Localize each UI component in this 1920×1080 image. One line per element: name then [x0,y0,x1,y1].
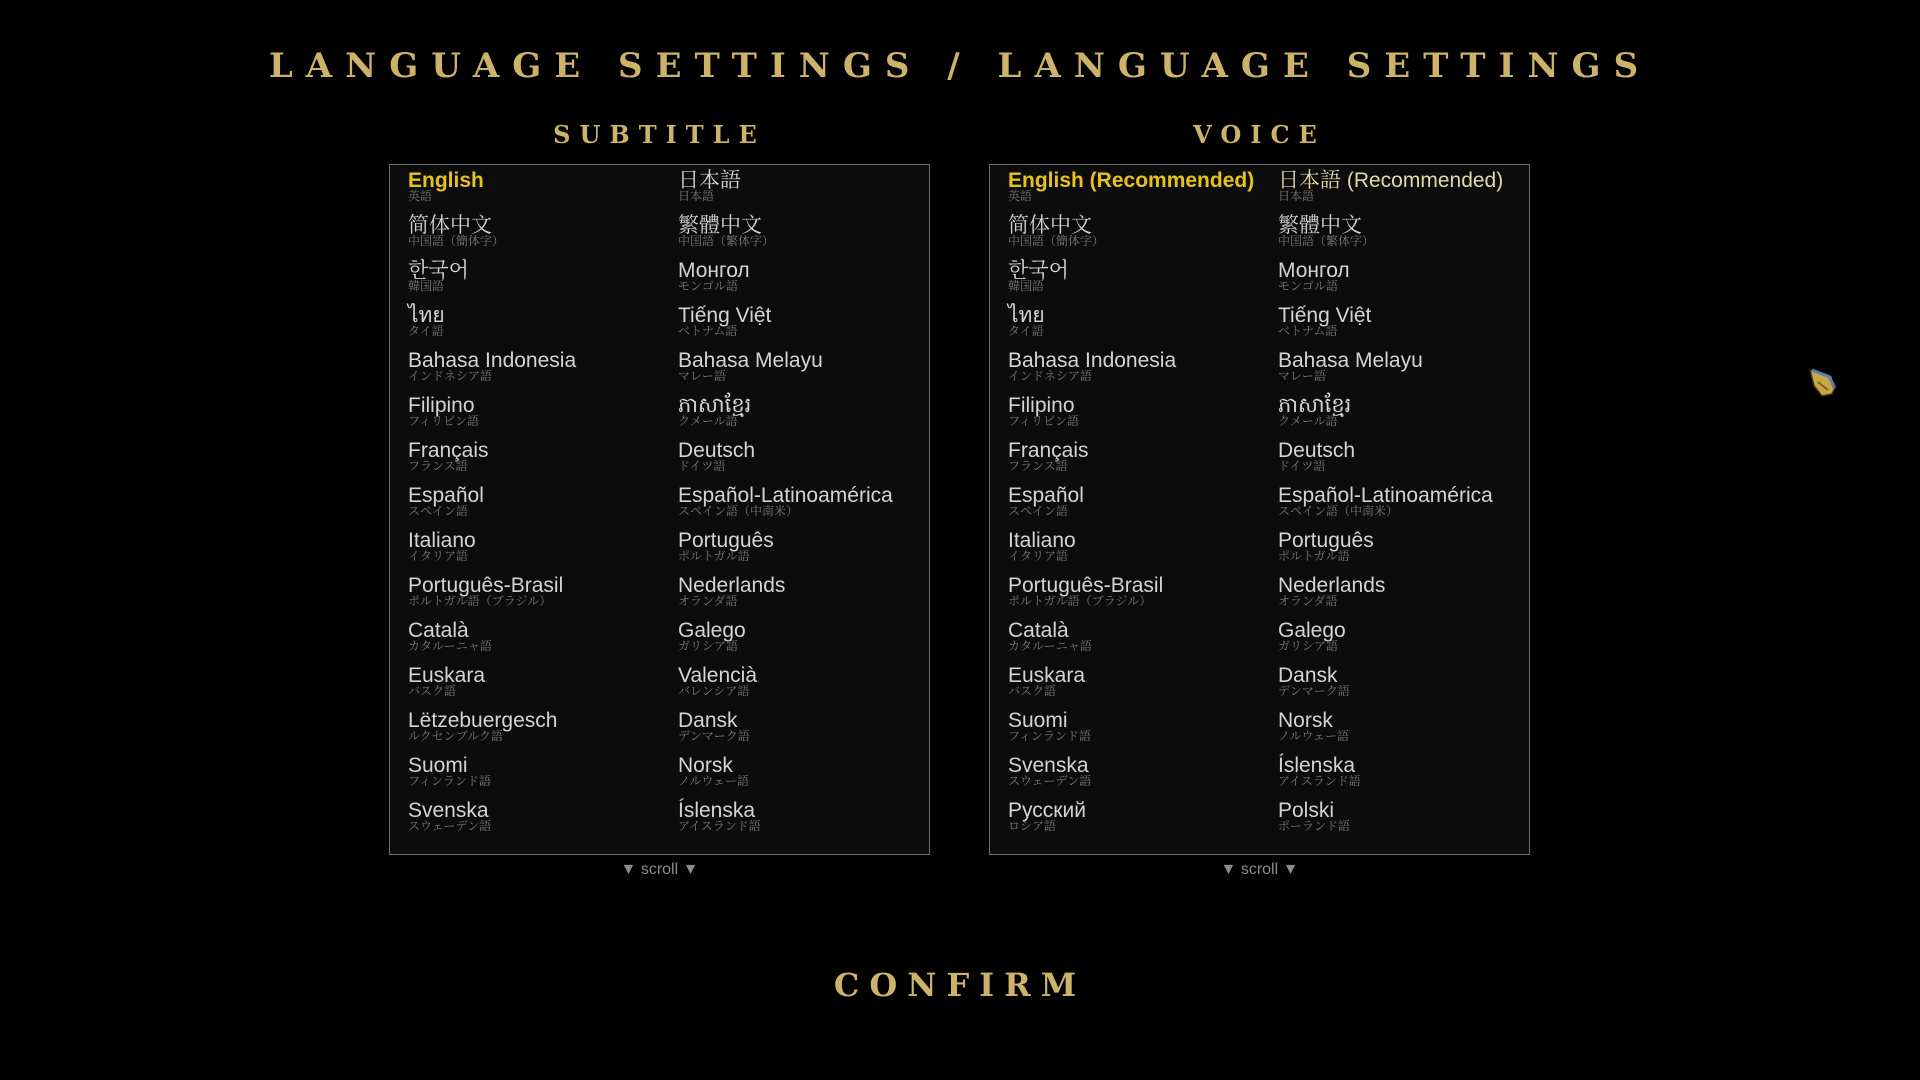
language-name: ភាសាខ្មែរ [1278,394,1352,417]
language-name-japanese: 韓国語 [408,279,445,293]
subtitle-option-japanese[interactable] [678,169,920,214]
language-name: Euskara [408,664,486,687]
language-name: Italiano [408,529,476,552]
language-name-japanese: ポルトガル語（ブラジル） [408,594,552,608]
voice-option-polish[interactable] [1278,799,1520,844]
language-name-japanese: 中国語（繁体字） [678,234,775,248]
language-name-japanese: フィリピン語 [408,414,480,428]
language-name-japanese: モンゴル語 [1278,279,1339,293]
language-name-japanese: インドネシア語 [1008,369,1092,383]
language-name-japanese: 英語 [408,189,433,203]
language-name-japanese: ベトナム語 [1278,324,1338,338]
language-name: Русский [1008,799,1086,822]
language-name: ไทย [408,304,445,327]
voice-option-japanese[interactable] [1278,169,1520,214]
subtitle-option-thai[interactable] [408,304,678,349]
voice-option-german[interactable] [1278,439,1520,484]
language-name-japanese: フランス語 [408,459,468,473]
voice-option-galician[interactable] [1278,619,1520,664]
language-name: Lëtzebuergesch [408,709,558,732]
language-name-japanese: ベトナム語 [678,324,738,338]
language-name: Norsk [1278,709,1333,732]
language-name: 简体中文 [408,214,492,237]
language-name: Français [1008,439,1089,462]
language-name-japanese: デンマーク語 [678,729,750,743]
subtitle-option-icelandic[interactable] [678,799,920,844]
language-name: Íslenska [678,799,756,822]
voice-scroll-hint[interactable]: ▼ scroll ▼ [1220,861,1299,878]
language-name: Português [678,529,774,552]
language-name-japanese: スウェーデン語 [1008,774,1092,788]
language-name-japanese: ポーランド語 [1278,819,1351,833]
subtitle-option-malay[interactable] [678,349,920,394]
language-name-japanese: タイ語 [1008,324,1044,338]
language-name: 简体中文 [1008,214,1092,237]
language-name: Português [1278,529,1374,552]
language-name-japanese: ガリシア語 [678,639,739,653]
voice-option-portuguese-brazil[interactable] [1008,574,1278,619]
voice-language-grid [1008,169,1520,844]
language-name: Español-Latinoamérica [1278,484,1493,507]
voice-option-english[interactable] [1008,169,1278,214]
subtitle-option-french[interactable] [408,439,678,484]
subtitle-option-vietnamese[interactable] [678,304,920,349]
language-name-japanese: 英語 [1008,189,1033,203]
language-name: English [408,169,484,192]
language-name: Valencià [678,664,757,687]
voice-option-chinese-traditional[interactable] [1278,214,1520,259]
language-name-japanese: クメール語 [678,414,738,428]
language-name: 한국어 [408,259,469,282]
subtitle-option-spanish-latam[interactable] [678,484,920,529]
language-name-japanese: イタリア語 [1008,549,1069,563]
voice-language-list[interactable] [989,164,1530,855]
language-name: Polski [1278,799,1335,822]
language-name-japanese: フランス語 [1008,459,1068,473]
subtitle-scroll-hint[interactable]: ▼ scroll ▼ [620,861,699,878]
language-name-japanese: スペイン語 [1008,504,1069,518]
subtitle-option-khmer[interactable] [678,394,920,439]
language-name: 繁體中文 [1278,214,1362,237]
voice-option-portuguese[interactable] [1278,529,1520,574]
subtitle-option-galician[interactable] [678,619,920,664]
voice-option-khmer[interactable] [1278,394,1520,439]
language-name-japanese: バスク語 [1008,684,1057,698]
language-name: Deutsch [678,439,756,462]
voice-option-filipino[interactable] [1008,394,1278,439]
language-name-japanese: デンマーク語 [1278,684,1350,698]
language-name: ไทย [1008,304,1045,327]
language-name-japanese: マレー語 [678,369,727,383]
voice-option-catalan[interactable] [1008,619,1278,664]
voice-option-thai[interactable] [1008,304,1278,349]
language-name-japanese: 日本語 [1278,189,1315,203]
language-name: 繁體中文 [678,214,762,237]
language-name: Português-Brasil [1008,574,1164,597]
subtitle-option-english[interactable] [408,169,678,214]
language-name-japanese: ロシア語 [1008,819,1057,833]
language-name-japanese: タイ語 [408,324,444,338]
language-name: Norsk [678,754,733,777]
voice-option-spanish-latam[interactable] [1278,484,1520,529]
language-name-japanese: オランダ語 [678,594,738,608]
language-name-japanese: オランダ語 [1278,594,1338,608]
language-name: Español-Latinoamérica [678,484,893,507]
language-name-japanese: フィンランド語 [408,774,492,788]
language-name: Dansk [1278,664,1338,687]
language-name: Svenska [1008,754,1089,777]
language-name-japanese: スウェーデン語 [408,819,492,833]
language-name: Español [408,484,484,507]
language-name-japanese: ポルトガル語 [678,549,750,563]
language-name: Tiếng Việt [678,304,772,327]
subtitle-option-dutch[interactable] [678,574,920,619]
voice-option-mongolian[interactable] [1278,259,1520,304]
language-name-japanese: ノルウェー語 [1278,729,1350,743]
language-name: Dansk [678,709,738,732]
language-name-japanese: 韓国語 [1008,279,1045,293]
language-name-japanese: 中国語（繁体字） [1278,234,1375,248]
language-name: Galego [678,619,746,642]
subtitle-option-norwegian[interactable] [678,754,920,799]
language-name-japanese: ポルトガル語（ブラジル） [1008,594,1152,608]
voice-option-dutch[interactable] [1278,574,1520,619]
voice-option-chinese-simplified[interactable] [1008,214,1278,259]
voice-option-basque[interactable] [1008,664,1278,709]
subtitle-option-basque[interactable] [408,664,678,709]
subtitle-option-spanish[interactable] [408,484,678,529]
subtitle-option-catalan[interactable] [408,619,678,664]
language-name: ភាសាខ្មែរ [678,394,752,417]
subtitle-option-italian[interactable] [408,529,678,574]
language-name-japanese: スペイン語 [408,504,469,518]
language-name: Suomi [408,754,468,777]
language-name-japanese: インドネシア語 [408,369,492,383]
voice-heading: VOICE [1193,120,1326,149]
language-name: Nederlands [678,574,786,597]
language-name: Italiano [1008,529,1076,552]
language-name-japanese: ガリシア語 [1278,639,1339,653]
voice-option-vietnamese[interactable] [1278,304,1520,349]
voice-option-russian[interactable] [1008,799,1278,844]
language-name: Euskara [1008,664,1086,687]
page-title: LANGUAGE SETTINGS / LANGUAGE SETTINGS [268,46,1652,86]
voice-option-spanish[interactable] [1008,484,1278,529]
language-name-japanese: ポルトガル語 [1278,549,1350,563]
hand-pointer-icon [1806,364,1840,400]
language-name-japanese: フィンランド語 [1008,729,1092,743]
language-name: Svenska [408,799,489,822]
subtitle-option-danish[interactable] [678,709,920,754]
language-name-japanese: カタルーニャ語 [1008,639,1093,653]
language-name-japanese: カタルーニャ語 [408,639,493,653]
language-name-japanese: イタリア語 [408,549,469,563]
language-name-japanese: モンゴル語 [678,279,739,293]
language-name: Français [408,439,489,462]
language-name-japanese: 日本語 [678,189,715,203]
subtitle-heading: SUBTITLE [553,120,766,149]
voice-option-finnish[interactable] [1008,709,1278,754]
subtitle-option-indonesian[interactable] [408,349,678,394]
language-name: Deutsch [1278,439,1356,462]
language-name-japanese: マレー語 [1278,369,1327,383]
language-name-japanese: スペイン語（中南米） [678,504,799,518]
language-name-japanese: スペイン語（中南米） [1278,504,1399,518]
language-name: Bahasa Melayu [678,349,823,372]
subtitle-option-valencian[interactable] [678,664,920,709]
language-name-japanese: フィリピン語 [1008,414,1080,428]
confirm-button[interactable]: CONFIRM [833,966,1087,1004]
language-name: Galego [1278,619,1346,642]
subtitle-option-portuguese-brazil[interactable] [408,574,678,619]
subtitle-language-list[interactable] [389,164,930,855]
language-name-japanese: 中国語（簡体字） [408,234,505,248]
subtitle-language-grid [408,169,920,844]
language-name: Filipino [408,394,475,417]
language-name: Íslenska [1278,754,1356,777]
subtitle-option-chinese-simplified[interactable] [408,214,678,259]
language-name: Монгол [1278,259,1350,282]
language-name: Tiếng Việt [1278,304,1372,327]
language-name: Português-Brasil [408,574,564,597]
language-name-japanese: アイスランド語 [678,819,761,833]
language-name-japanese: ノルウェー語 [678,774,750,788]
language-name-japanese: アイスランド語 [1278,774,1361,788]
language-name-japanese: ドイツ語 [678,459,726,473]
subtitle-option-luxembourgish[interactable] [408,709,678,754]
language-name: Bahasa Indonesia [408,349,577,372]
language-name: Bahasa Melayu [1278,349,1423,372]
voice-option-korean[interactable] [1008,259,1278,304]
language-name-japanese: 中国語（簡体字） [1008,234,1105,248]
subtitle-option-portuguese[interactable] [678,529,920,574]
language-name: Català [1008,619,1069,642]
language-name: Español [1008,484,1084,507]
language-name-japanese: バレンシア語 [678,684,750,698]
language-name-japanese: バスク語 [408,684,457,698]
language-name: Suomi [1008,709,1068,732]
subtitle-option-korean[interactable] [408,259,678,304]
language-name: 日本語 [678,169,741,192]
language-name-japanese: クメール語 [1278,414,1338,428]
subtitle-option-finnish[interactable] [408,754,678,799]
language-name: English (Recommended) [1008,169,1255,192]
subtitle-option-filipino[interactable] [408,394,678,439]
subtitle-option-mongolian[interactable] [678,259,920,304]
voice-option-malay[interactable] [1278,349,1520,394]
language-name: 한국어 [1008,259,1069,282]
language-name: 日本語 (Recommended) [1278,169,1504,192]
voice-option-icelandic[interactable] [1278,754,1520,799]
language-name: Nederlands [1278,574,1386,597]
voice-option-indonesian[interactable] [1008,349,1278,394]
language-name: Filipino [1008,394,1075,417]
voice-option-french[interactable] [1008,439,1278,484]
subtitle-option-swedish[interactable] [408,799,678,844]
subtitle-option-chinese-traditional[interactable] [678,214,920,259]
language-name-japanese: ルクセンブルク語 [408,729,504,743]
voice-option-swedish[interactable] [1008,754,1278,799]
language-name: Català [408,619,469,642]
voice-option-norwegian[interactable] [1278,709,1520,754]
voice-option-danish[interactable] [1278,664,1520,709]
language-name: Bahasa Indonesia [1008,349,1177,372]
language-name-japanese: ドイツ語 [1278,459,1326,473]
language-name: Монгол [678,259,750,282]
subtitle-option-german[interactable] [678,439,920,484]
voice-option-italian[interactable] [1008,529,1278,574]
